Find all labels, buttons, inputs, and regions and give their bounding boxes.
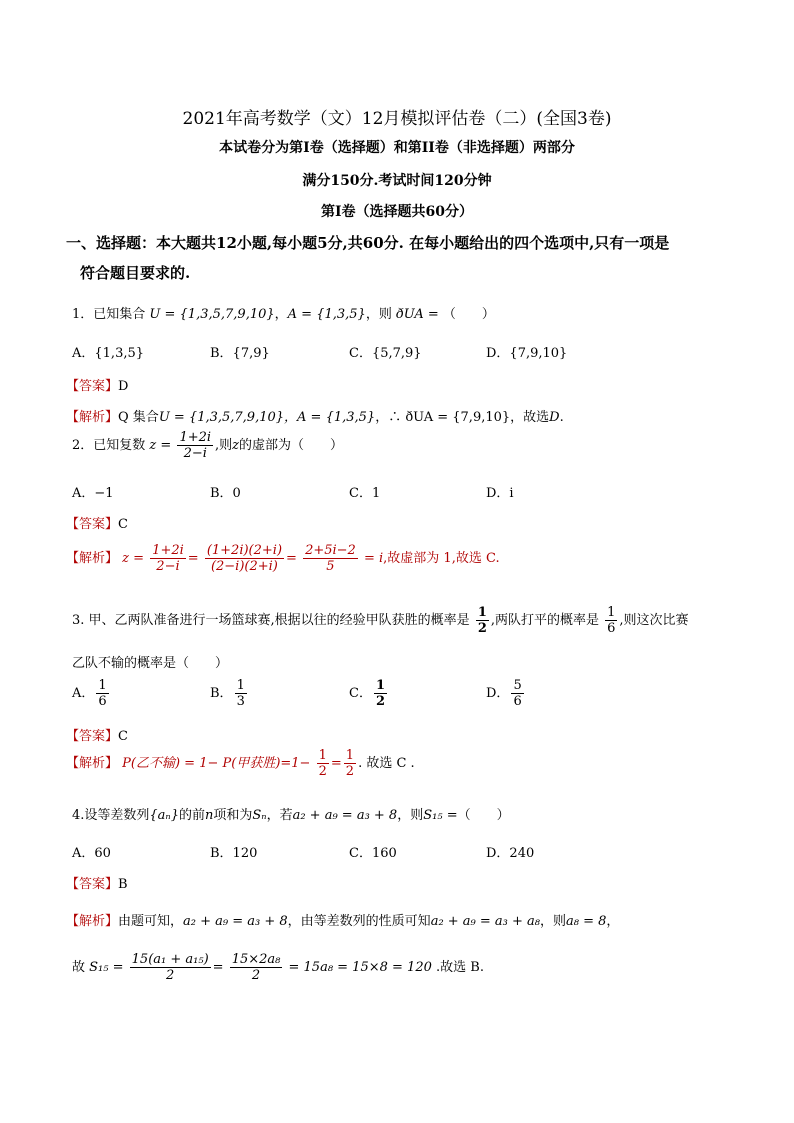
question-3-frac-2: $\frac{1}{6}$	[607, 605, 616, 636]
question-4-answer: 【答案】B	[66, 877, 128, 892]
question-3-stem-2: 乙队不输的概率是（ ）	[72, 656, 229, 671]
question-2-stem: 2．已知复数 z = $\frac{1+2i}{2-i}$ ,则z的虚部为（ ）	[72, 430, 344, 461]
question-4-option-d: D．240	[486, 846, 535, 861]
question-1-option-b: B．{7,9}	[210, 346, 270, 361]
question-3-frac-1: $\frac{1}{2}$	[477, 605, 487, 636]
exam-score-time: 满分150分.考试时间120分钟	[302, 173, 492, 189]
question-1-option-a: A．{1,3,5}	[72, 346, 145, 361]
question-2-option-b: B．0	[210, 486, 241, 501]
part-one-heading: 第I卷（选择题共60分）	[320, 204, 474, 220]
question-1-option-c: C．{5,7,9}	[349, 346, 422, 361]
question-2-analysis: 【解析】 z = $\frac{1+2i}{2-i}$ = $\frac{(1+2i)(2+i)}{(2-i)(2+i)}$ = $\frac{2+5i-2}{5}$ = i,故虚部为 1,故选 C.	[66, 543, 500, 574]
question-2-answer: 【答案】C	[66, 517, 128, 532]
section-instruction-2: 符合题目要求的.	[80, 264, 191, 282]
analysis-4-frac-1: $\frac{\text{15(a₁ + a₁₅)}}{2}$	[131, 952, 209, 983]
analysis-2-frac-2: $\frac{(1+2i)(2+i)}{(2-i)(2+i)}$	[206, 543, 283, 574]
question-3-option-b: B． $\frac{1}{3}$	[210, 678, 245, 709]
question-2-option-d: D．i	[486, 486, 514, 501]
analysis-4-frac-2: $\frac{\text{15×2a₈}}{2}$	[231, 952, 281, 983]
exam-subtitle: 本试卷分为第I卷（选择题）和第II卷（非选择题）两部分	[219, 140, 575, 156]
question-4-option-a: A．60	[72, 846, 111, 861]
analysis-3-frac-2: $\frac{1}{2}$	[345, 748, 355, 779]
analysis-3-frac-1: $\frac{1}{2}$	[318, 748, 327, 779]
question-3-option-d: D． $\frac{5}{6}$	[486, 678, 522, 709]
question-4-stem: 4.设等差数列{aₙ}的前n项和为Sₙ，若a₂ + a₉ = a₃ + 8，则S₁₅ =（ ）	[72, 808, 510, 823]
question-4-analysis-2: 故 S₁₅ = $\frac{\text{15(a₁ + a₁₅)}}{2}$ = $\frac{\text{15×2a₈}}{2}$ = 15a₈ = 15×8 = 120 .故选 B.	[72, 952, 484, 983]
question-2-fraction: $\frac{1+2i}{2-i}$	[179, 430, 212, 461]
question-1-answer: 【答案】D	[66, 379, 129, 394]
question-2-option-a: A．−1	[72, 486, 114, 501]
question-3-option-c: C． $\frac{1}{2}$	[349, 678, 385, 709]
exam-title: 2021年高考数学（文）12月模拟评估卷（二）(全国3卷)	[182, 109, 612, 129]
section-instruction: 一、选择题：本大题共12小题,每小题5分,共60分. 在每小题给出的四个选项中,只有一项是	[66, 234, 670, 252]
question-1-option-d: D．{7,9,10}	[486, 346, 568, 361]
question-3-analysis: 【解析】 P(乙不输) = 1− P(甲获胜)=1− $\frac{1}{2}$ = $\frac{1}{2}$ . 故选 C .	[66, 748, 415, 779]
question-3-option-a: A． $\frac{1}{6}$	[72, 678, 107, 709]
question-4-option-c: C．160	[349, 846, 397, 861]
analysis-2-frac-1: $\frac{1+2i}{2-i}$	[152, 543, 184, 574]
question-3-answer: 【答案】C	[66, 729, 128, 744]
question-3-stem: 3. 甲、乙两队准备进行一场篮球赛,根据以往的经验甲队获胜的概率是 $\frac{1}{2}$ ,两队打平的概率是 $\frac{1}{6}$ ,则这次比赛	[72, 605, 689, 636]
question-1-analysis: 【解析】Q 集合U = {1,3,5,7,9,10}，A = {1,3,5}，∴ ðUA = {7,9,10}，故选D.	[66, 410, 564, 425]
analysis-2-frac-3: $\frac{2+5i-2}{5}$	[305, 543, 356, 574]
question-1-stem: 1．已知集合 U = {1,3,5,7,9,10}，A = {1,3,5}，则 ðUA = （ ）	[72, 307, 495, 322]
question-2-option-c: C．1	[349, 486, 381, 501]
question-4-option-b: B．120	[210, 846, 258, 861]
question-4-analysis: 【解析】由题可知，a₂ + a₉ = a₃ + 8，由等差数列的性质可知a₂ + a₉ = a₃ + a₈，则a₈ = 8，	[66, 914, 620, 929]
